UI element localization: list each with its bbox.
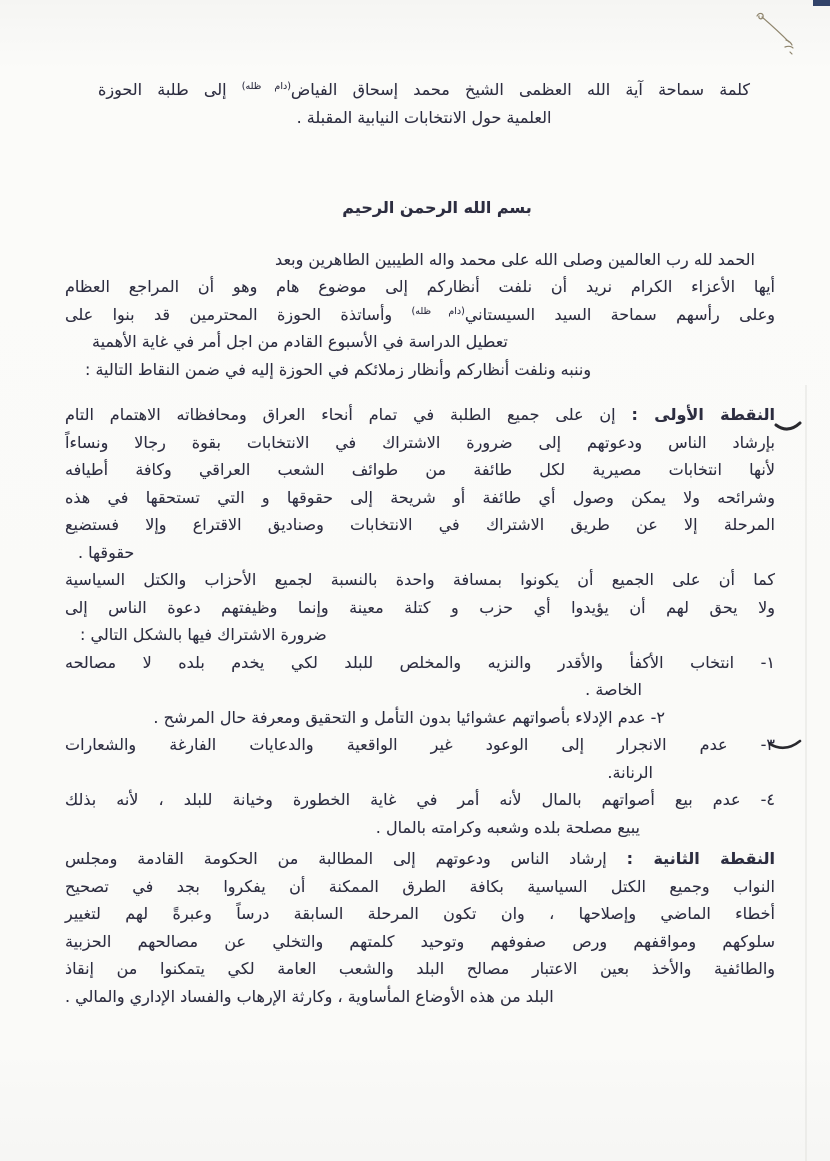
text-run: ضرورة الاشتراك فيها بالشكل التالي : — [80, 625, 327, 644]
text-line — [65, 356, 775, 384]
text-line — [65, 539, 775, 567]
text-line — [65, 955, 775, 983]
block-neutrality — [65, 566, 775, 649]
text-line — [65, 511, 775, 539]
text-line — [98, 104, 750, 132]
document-body — [65, 76, 775, 1010]
text-run: ٤- عدم بيع أصواتهم بالمال لأنه أمر في غاية الخطورة وخيانة للبلد ، لأنه بذلك — [65, 790, 775, 809]
text-run: حقوقها . — [78, 542, 135, 562]
block-guidelines — [65, 649, 775, 842]
text-run: وأساتذة الحوزة المحترمين قد بنوا على — [65, 304, 412, 324]
text-line — [65, 928, 775, 956]
text-line — [65, 621, 775, 649]
pen-scribble — [757, 13, 793, 54]
text-run: سلوكهم ومواقفهم ورص صفوفهم وتوحيد كلمتهم والتخلي عن مصالحهم الحزبية — [65, 931, 775, 951]
block-point-two — [65, 845, 775, 1010]
text-line — [65, 649, 775, 677]
block-title — [98, 76, 750, 131]
block-basmala — [65, 194, 775, 222]
text-line — [98, 76, 750, 104]
bold-lead: النقطة الأولى : — [631, 405, 776, 424]
text-line — [65, 401, 775, 429]
text-line — [65, 873, 775, 901]
text-run: البلد من هذه الأوضاع المأساوية ، وكارثة الإرهاب والفساد الإداري والمالي . — [65, 986, 554, 1006]
text-line — [65, 900, 775, 928]
text-line — [65, 246, 775, 274]
text-run: كما أن على الجميع أن يكونوا بمسافة واحدة بالنسبة لجميع الأحزاب والكتل السياسية — [65, 570, 775, 589]
text-line — [65, 566, 775, 594]
text-run: أيها الأعزاء الكرام نريد أن نلفت أنظاركم إلى موضوع هام وهو أن المراجع العظام — [65, 277, 775, 296]
text-run: ٢- عدم الإدلاء بأصواتهم عشوائيا بدون التأمل و التحقيق ومعرفة حال المرشح . — [153, 707, 665, 727]
text-run: وننبه ونلفت أنظاركم وأنظار زملائكم في الحوزة إليه في ضمن النقاط التالية : — [85, 359, 592, 379]
text-line — [65, 759, 775, 787]
text-line — [65, 484, 775, 512]
text-line — [65, 983, 775, 1011]
text-line — [65, 456, 775, 484]
scan-corner-chip — [813, 0, 830, 6]
bold-lead: النقطة الثانية : — [626, 849, 775, 868]
text-run: والطائفية والأخذ بعين الاعتبار مصالح البلد والشعب العامة لكي يتمكنوا من إنقاذ — [65, 959, 775, 978]
text-run: ولا يحق لهم أن يؤيدوا أي حزب و كتلة معينة وإنما وظيفتهم دعوة الناس إلى — [65, 597, 775, 617]
text-line — [65, 676, 775, 704]
honorific-superscript: (دام ظله) — [411, 305, 465, 317]
text-run: العلمية حول الانتخابات النيابية المقبلة . — [296, 107, 552, 127]
text-run: كلمة سماحة آية الله العظمى الشيخ محمد إسحاق الفياض — [290, 80, 751, 99]
text-run: تعطيل الدراسة في الأسبوع القادم من اجل أمر في غاية الأهمية — [92, 332, 508, 351]
text-run: وعلى رأسهم سماحة السيد السيستاني — [464, 304, 776, 324]
text-run: أخطاء الماضي وإصلاحها ، وان تكون المرحلة السابقة درساً وعبرةً لهم لتغيير — [65, 904, 775, 923]
text-line — [82, 194, 792, 222]
text-run: وشرائحه ولا يمكن وصول أي طائفة أو شريحة إلى حقوقها و التي تستحقها في هذه — [65, 487, 775, 507]
text-run: لأنها انتخابات مصيرية لكل طائفة من طوائف الشعب العراقي وكافة أطيافه — [65, 460, 775, 479]
bold-lead: بسم الله الرحمن الرحيم — [342, 198, 532, 217]
text-line — [65, 845, 775, 873]
text-line — [65, 273, 775, 301]
binder-mark-upper — [776, 423, 800, 429]
text-line — [65, 786, 775, 814]
text-line — [65, 594, 775, 622]
block-point-one — [65, 401, 775, 566]
text-line — [65, 731, 775, 759]
text-run: النواب وجميع الكتل السياسية بكافة الطرق الممكنة أن يفكروا بجد في تصحيح — [65, 876, 775, 896]
text-run: الخاصة . — [585, 680, 642, 699]
text-line — [65, 814, 775, 842]
text-line — [65, 328, 775, 356]
text-run: إن على جميع الطلبة في تمام أنحاء العراق ومحافظاته الاهتمام التام — [65, 405, 632, 424]
text-line — [65, 704, 775, 732]
text-run: إلى طلبة الحوزة — [98, 80, 242, 99]
text-run: بإرشاد الناس ودعوتهم إلى ضرورة الاشتراك في الانتخابات بقوة رجالا ونساءاً — [65, 432, 775, 452]
honorific-superscript: (دام ظله) — [241, 81, 291, 92]
text-run: يبيع مصلحة بلده وشعبه وكرامته بالمال . — [375, 817, 640, 837]
text-run: الرنانة. — [607, 762, 653, 782]
text-run: إرشاد الناس ودعوتهم إلى المطالبة من الحكومة القادمة ومجلس — [65, 849, 627, 868]
text-run: المرحلة إلا عن طريق الاشتراك في الانتخابات وصناديق الاقتراع وإلا فستضيع — [65, 515, 775, 534]
text-line — [65, 429, 775, 457]
block-intro — [65, 246, 775, 384]
text-run: ٣- عدم الانجرار إلى الوعود غير الواقعية والدعايات الفارغة والشعارات — [65, 735, 775, 754]
text-line — [65, 301, 775, 329]
text-run: الحمد لله رب العالمين وصلى الله على محمد واله الطيبين الطاهرين وبعد — [275, 249, 755, 269]
text-run: ١- انتخاب الأكفأ والأقدر والنزيه والمخلص للبلد لكي يخدم بلده لا مصالحه — [65, 652, 775, 672]
